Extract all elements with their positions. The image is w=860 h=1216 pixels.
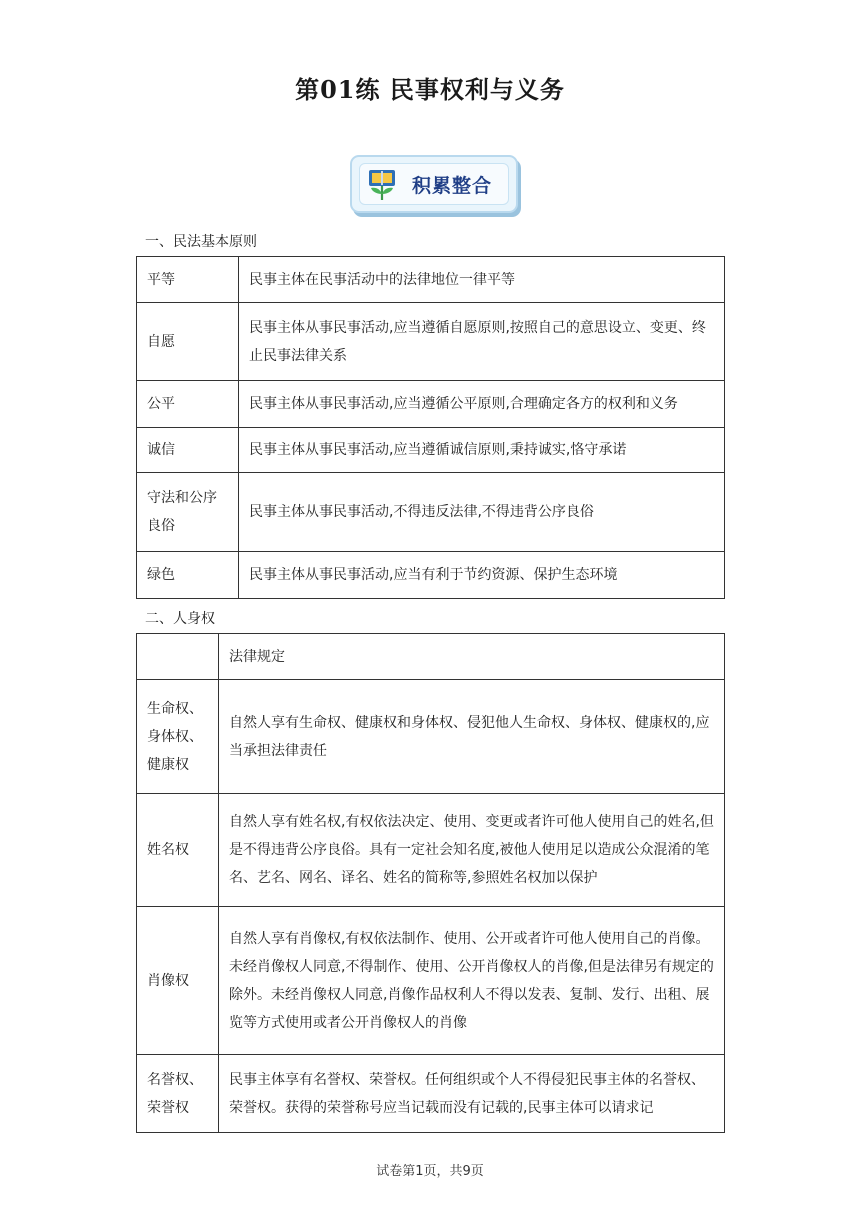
right-term: 姓名权: [137, 794, 219, 907]
table-header-row: [137, 634, 725, 680]
personal-rights-table: [136, 633, 725, 1133]
principle-desc: 民事主体在民事活动中的法律地位一律平等: [239, 257, 725, 303]
table-row: [137, 428, 725, 473]
table-row: [137, 680, 725, 794]
table-row: [137, 552, 725, 599]
principle-desc: 民事主体从事民事活动,应当遵循自愿原则,按照自己的意思设立、变更、终止民事法律关系: [239, 303, 725, 381]
principle-term: 守法和公序良俗: [137, 473, 239, 552]
table-row: [137, 907, 725, 1055]
section-heading-principles: 一、民法基本原则: [145, 234, 257, 250]
principle-desc: 民事主体从事民事活动,应当遵循公平原则,合理确定各方的权利和义务: [239, 381, 725, 428]
principles-table: [136, 256, 725, 599]
table-row: [137, 473, 725, 552]
header-empty-cell: [137, 634, 219, 680]
table-row: [137, 303, 725, 381]
table-row: [137, 257, 725, 303]
principle-desc: 民事主体从事民事活动,不得违反法律,不得违背公序良俗: [239, 473, 725, 552]
table-row: [137, 1055, 725, 1133]
book-plant-icon: [364, 167, 400, 203]
page-footer: 试卷第1页，共9页: [376, 1164, 484, 1179]
page-title: 第01练 民事权利与义务: [295, 75, 565, 104]
principle-term: 平等: [137, 257, 239, 303]
right-term: 生命权、身体权、健康权: [137, 680, 219, 794]
principle-term: 绿色: [137, 552, 239, 599]
right-desc: 自然人享有生命权、健康权和身体权、侵犯他人生命权、身体权、健康权的,应当承担法律责任: [219, 680, 725, 794]
principle-term: 公平: [137, 381, 239, 428]
table-row: [137, 794, 725, 907]
header-legal-provisions: 法律规定: [219, 634, 725, 680]
right-desc: 民事主体享有名誉权、荣誉权。任何组织或个人不得侵犯民事主体的名誉权、荣誉权。获得的荣誉称号应当记载而没有记载的,民事主体可以请求记: [219, 1055, 725, 1133]
right-term: 名誉权、荣誉权: [137, 1055, 219, 1133]
right-term: 肖像权: [137, 907, 219, 1055]
right-desc: 自然人享有肖像权,有权依法制作、使用、公开或者许可他人使用自己的肖像。未经肖像权人同意,不得制作、使用、公开肖像权人的肖像,但是法律另有规定的除外。未经肖像权人同意,肖像作品权利人不得以发表、复制、发行、出租、展览等方式使用或者公开肖像权人的肖像: [219, 907, 725, 1055]
section-banner: [350, 155, 518, 213]
section-heading-personal-rights: 二、人身权: [145, 611, 215, 627]
table-row: [137, 381, 725, 428]
principle-term: 诚信: [137, 428, 239, 473]
principle-term: 自愿: [137, 303, 239, 381]
banner-title: 积累整合: [412, 175, 493, 197]
principle-desc: 民事主体从事民事活动,应当遵循诚信原则,秉持诚实,恪守承诺: [239, 428, 725, 473]
right-desc: 自然人享有姓名权,有权依法决定、使用、变更或者许可他人使用自己的姓名,但是不得违背公序良俗。具有一定社会知名度,被他人使用足以造成公众混淆的笔名、艺名、网名、译名、姓名的简称等,参照姓名权加以保护: [219, 794, 725, 907]
principle-desc: 民事主体从事民事活动,应当有利于节约资源、保护生态环境: [239, 552, 725, 599]
